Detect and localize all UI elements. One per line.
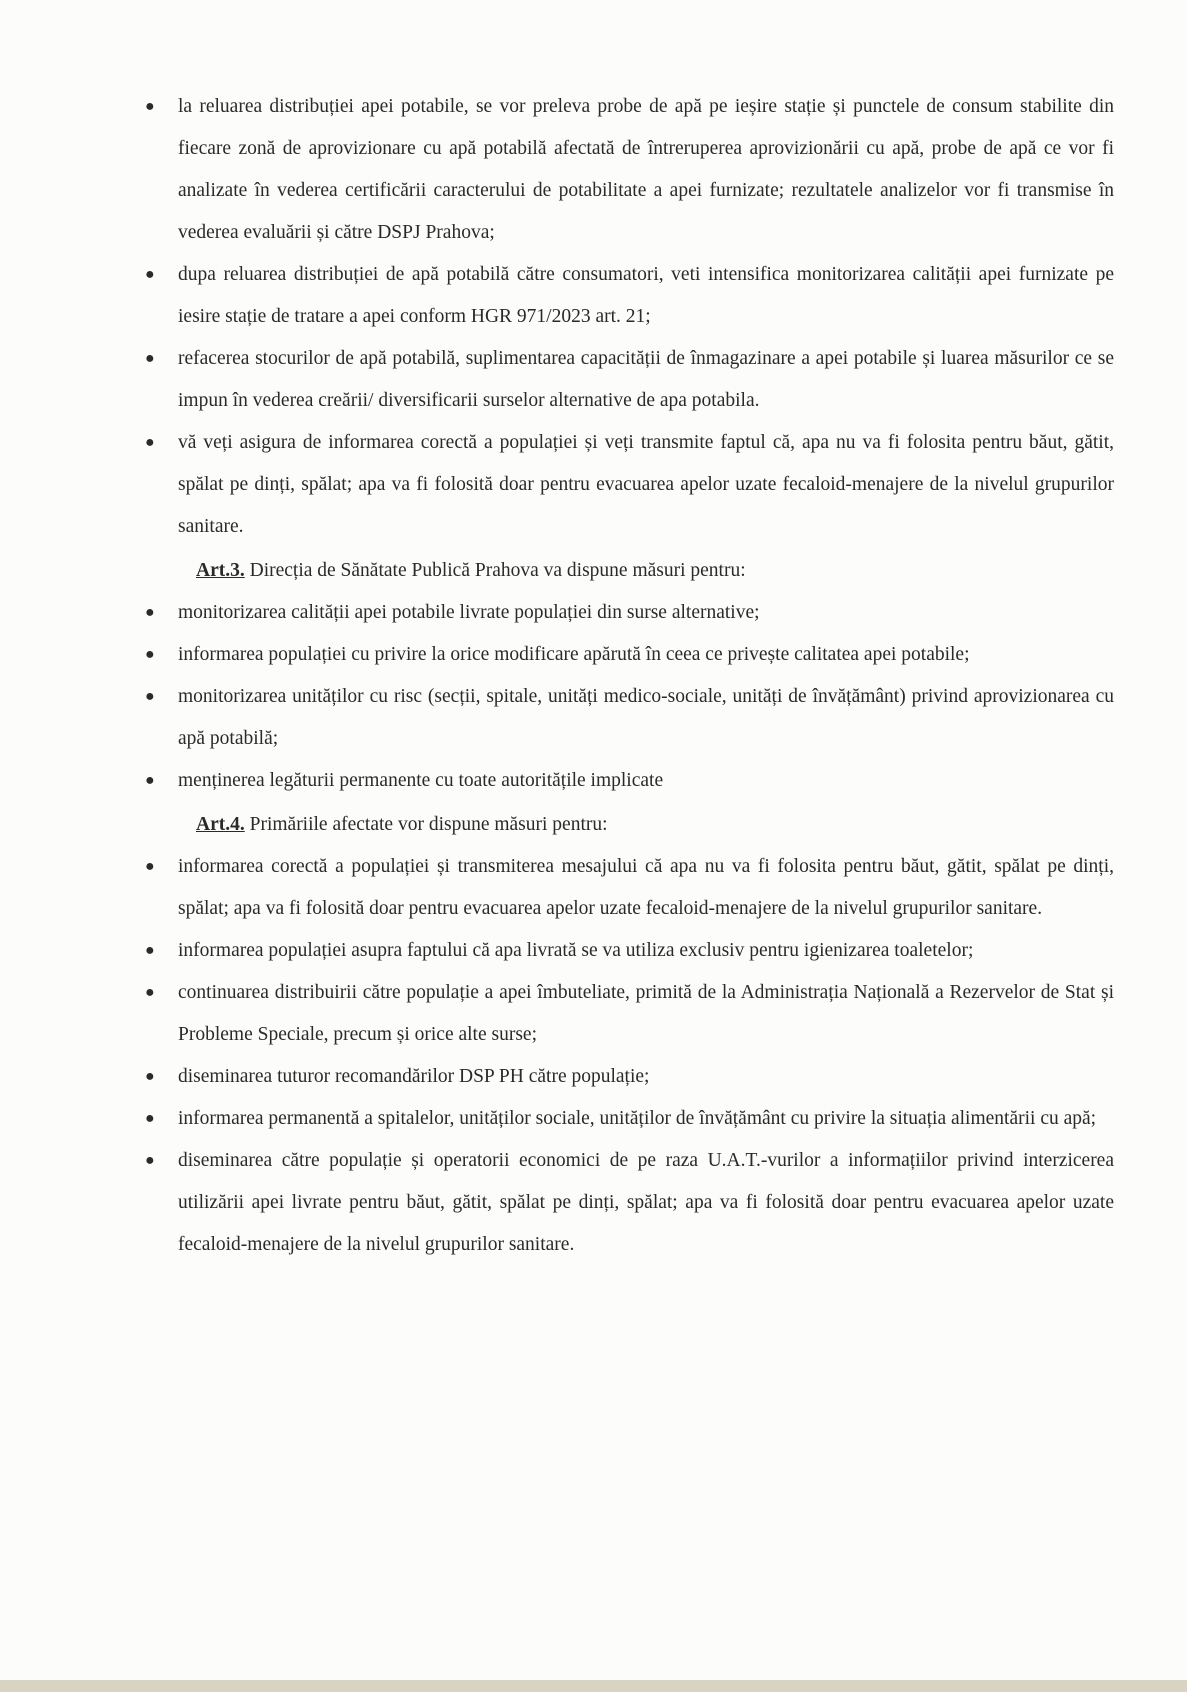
- article-4-list: [145, 846, 1114, 1266]
- article-text: Direcția de Sănătate Publică Prahova va dispune măsuri pentru:: [244, 560, 746, 581]
- list-item: [145, 676, 1114, 760]
- bullet-icon: ●: [145, 266, 155, 283]
- document-body: [145, 86, 1114, 1266]
- list-item-text: vă veți asigura de informarea corectă a populației și veți transmite faptul că, apa nu va fi folosita pentru băut, gătit, spălat pe dinți, spălat; apa va fi folosită doar pentru evacuarea apelor uzate fecaloid-menajere de la nivelul grupurilor sanitare.: [178, 432, 1114, 537]
- list-item: [145, 972, 1114, 1056]
- article-3-heading: [196, 550, 1114, 592]
- list-item: [145, 86, 1114, 254]
- article-label: Art.3.: [196, 560, 245, 581]
- list-item: [145, 846, 1114, 930]
- list-item: [145, 1098, 1114, 1140]
- bullet-icon: ●: [145, 98, 155, 115]
- bullet-icon: ●: [145, 772, 155, 789]
- list-item: [145, 930, 1114, 972]
- list-item: [145, 254, 1114, 338]
- list-item-text: informarea corectă a populației și transmiterea mesajului că apa nu va fi folosita pentru băut, gătit, spălat pe dinți, spălat; apa va fi folosită doar pentru evacuarea apelor uzate fecaloid-menajere de la nivelul grupurilor sanitare.: [178, 856, 1114, 919]
- bullet-icon: ●: [145, 1152, 155, 1169]
- bullet-icon: ●: [145, 350, 155, 367]
- list-item-text: refacerea stocurilor de apă potabilă, suplimentarea capacității de înmagazinare a apei potabile și luarea măsurilor ce se impun în vederea creării/ diversificarii surselor alternative de apa potabila.: [178, 348, 1114, 411]
- bullet-icon: ●: [145, 646, 155, 663]
- bullet-icon: ●: [145, 984, 155, 1001]
- list-item-text: menținerea legăturii permanente cu toate autoritățile implicate: [178, 770, 664, 791]
- bullet-icon: ●: [145, 942, 155, 959]
- list-item-text: dupa reluarea distribuției de apă potabilă către consumatori, veti intensifica monitorizarea calității apei furnizate pe iesire stație de tratare a apei conform HGR 971/2023 art. 21;: [178, 264, 1114, 327]
- article-3-list: [145, 592, 1114, 802]
- bullet-icon: ●: [145, 688, 155, 705]
- operator-measures-list: [145, 86, 1114, 548]
- list-item-text: monitorizarea unităților cu risc (secții, spitale, unități medico-sociale, unități de învățământ) privind aprovizionarea cu apă potabilă;: [178, 686, 1114, 749]
- list-item: [145, 760, 1114, 802]
- list-item-text: continuarea distribuirii către populație a apei îmbuteliate, primită de la Administrația Națională a Rezervelor de Stat și Probleme Speciale, precum și orice alte surse;: [178, 982, 1114, 1045]
- article-4-heading: [196, 804, 1114, 846]
- list-item: [145, 1140, 1114, 1266]
- bullet-icon: ●: [145, 1110, 155, 1127]
- list-item: [145, 338, 1114, 422]
- list-item-text: informarea populației cu privire la orice modificare apărută în ceea ce privește calitatea apei potabile;: [178, 644, 970, 665]
- list-item-text: diseminarea către populație și operatorii economici de pe raza U.A.T.-vurilor a informațiilor privind interzicerea utilizării apei livrate pentru băut, gătit, spălat pe dinți, spălat; apa va fi folosită doar pentru evacuarea apelor uzate fecaloid-menajere de la nivelul grupurilor sanitare.: [178, 1150, 1114, 1255]
- list-item-text: informarea populației asupra faptului că apa livrată se va utiliza exclusiv pentru igienizarea toaletelor;: [178, 940, 974, 961]
- bullet-icon: ●: [145, 604, 155, 621]
- bullet-icon: ●: [145, 858, 155, 875]
- list-item: [145, 634, 1114, 676]
- scan-edge: [0, 1680, 1187, 1692]
- article-text: Primăriile afectate vor dispune măsuri pentru:: [244, 814, 608, 835]
- list-item-text: informarea permanentă a spitalelor, unităților sociale, unităților de învățământ cu privire la situația alimentării cu apă;: [178, 1108, 1097, 1129]
- article-label: Art.4.: [196, 814, 245, 835]
- bullet-icon: ●: [145, 1068, 155, 1085]
- list-item: [145, 592, 1114, 634]
- list-item: [145, 1056, 1114, 1098]
- list-item-text: diseminarea tuturor recomandărilor DSP PH către populație;: [178, 1066, 650, 1087]
- bullet-icon: ●: [145, 434, 155, 451]
- list-item-text: la reluarea distribuției apei potabile, se vor preleva probe de apă pe ieșire stație și punctele de consum stabilite din fiecare zonă de aprovizionare cu apă potabilă afectată de întreruperea aprovizionării cu apă, probe de apă ce vor fi analizate în vederea certificării caracterului de potabilitate a apei furnizate; rezultatele analizelor vor fi transmise în vederea evaluării și către DSPJ Prahova;: [178, 96, 1114, 243]
- list-item: [145, 422, 1114, 548]
- list-item-text: monitorizarea calității apei potabile livrate populației din surse alternative;: [178, 602, 760, 623]
